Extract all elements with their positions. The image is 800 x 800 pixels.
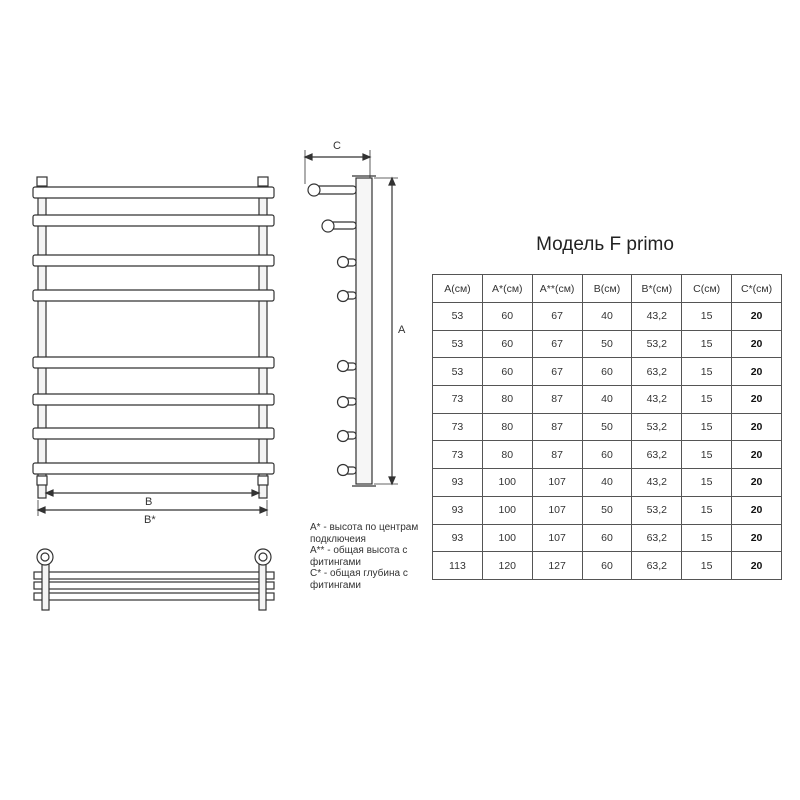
table-cell: 93 [433, 496, 483, 524]
table-cell: 40 [582, 386, 632, 414]
notes-block [310, 522, 430, 591]
table-cell: 67 [532, 330, 582, 358]
table-row [433, 469, 782, 497]
header-cell: A(см) [433, 275, 483, 303]
table-cell: 63,2 [632, 358, 682, 386]
table-cell: 73 [433, 413, 483, 441]
table-cell: 127 [532, 552, 582, 580]
header-cell: C*(см) [732, 275, 782, 303]
table-cell: 60 [582, 358, 632, 386]
table-cell: 20 [732, 358, 782, 386]
table-cell: 107 [532, 469, 582, 497]
table-cell: 20 [732, 469, 782, 497]
table-cell: 15 [682, 552, 732, 580]
table-cell: 53,2 [632, 496, 682, 524]
model-title: Модель F primo [536, 234, 674, 255]
dimension-c-label: C [333, 140, 341, 152]
table-cell: 53,2 [632, 330, 682, 358]
table-cell: 100 [482, 469, 532, 497]
table-row [433, 413, 782, 441]
table-cell: 50 [582, 330, 632, 358]
note-a-double-star: A** - общая высота с фитингами [310, 545, 408, 568]
table-cell: 15 [682, 386, 732, 414]
table-cell: 67 [532, 358, 582, 386]
table-cell: 80 [482, 386, 532, 414]
table-cell: 43,2 [632, 386, 682, 414]
table-row [433, 496, 782, 524]
table-cell: 60 [482, 358, 532, 386]
table-cell: 15 [682, 524, 732, 552]
table-cell: 20 [732, 496, 782, 524]
table-row [433, 441, 782, 469]
table-cell: 60 [482, 303, 532, 331]
dimension-b-star-label: B* [144, 514, 156, 526]
table-cell: 15 [682, 469, 732, 497]
table-cell: 63,2 [632, 441, 682, 469]
table-cell: 43,2 [632, 469, 682, 497]
table-cell: 93 [433, 469, 483, 497]
table-cell: 20 [732, 303, 782, 331]
table-cell: 100 [482, 496, 532, 524]
table-cell: 50 [582, 413, 632, 441]
table-row [433, 524, 782, 552]
table-cell: 20 [732, 386, 782, 414]
table-cell: 53,2 [632, 413, 682, 441]
table-cell: 107 [532, 524, 582, 552]
table-cell: 60 [582, 524, 632, 552]
table-cell: 40 [582, 469, 632, 497]
table-cell: 67 [532, 303, 582, 331]
table-cell: 20 [732, 330, 782, 358]
table-cell: 73 [433, 441, 483, 469]
table-cell: 53 [433, 303, 483, 331]
table-cell: 15 [682, 303, 732, 331]
table-cell: 87 [532, 386, 582, 414]
dimension-a-label: A [398, 324, 406, 336]
header-cell: B(см) [582, 275, 632, 303]
side-view-drawing [305, 150, 398, 486]
table-cell: 60 [582, 441, 632, 469]
table-cell: 20 [732, 552, 782, 580]
table-cell: 15 [682, 496, 732, 524]
header-cell: B*(см) [632, 275, 682, 303]
table-cell: 63,2 [632, 524, 682, 552]
table-cell: 120 [482, 552, 532, 580]
table-cell: 15 [682, 330, 732, 358]
dimensions-table [432, 274, 782, 580]
header-cell: A**(см) [532, 275, 582, 303]
table-cell: 80 [482, 413, 532, 441]
table-cell: 93 [433, 524, 483, 552]
table-cell: 60 [482, 330, 532, 358]
front-view-drawing [33, 177, 274, 516]
table-cell: 53 [433, 358, 483, 386]
top-view-drawing [34, 549, 274, 610]
table-cell: 15 [682, 413, 732, 441]
note-a-star: A* - высота по центрам подключеия [310, 522, 419, 545]
table-cell: 15 [682, 358, 732, 386]
table-cell: 53 [433, 330, 483, 358]
table-cell: 20 [732, 413, 782, 441]
table-row [433, 386, 782, 414]
table-cell: 100 [482, 524, 532, 552]
table-cell: 107 [532, 496, 582, 524]
table-row [433, 330, 782, 358]
table-row [433, 358, 782, 386]
table-cell: 80 [482, 441, 532, 469]
note-c-star: C* - общая глубина с фитингами [310, 568, 408, 591]
table-cell: 113 [433, 552, 483, 580]
table-cell: 50 [582, 496, 632, 524]
table-cell: 87 [532, 441, 582, 469]
table-cell: 20 [732, 441, 782, 469]
table-cell: 40 [582, 303, 632, 331]
table-row [433, 552, 782, 580]
table-cell: 43,2 [632, 303, 682, 331]
dimension-b-label: B [145, 496, 153, 508]
table-row [433, 303, 782, 331]
header-cell: A*(см) [482, 275, 532, 303]
table-cell: 73 [433, 386, 483, 414]
table-cell: 87 [532, 413, 582, 441]
table-cell: 15 [682, 441, 732, 469]
table-header-row [433, 275, 782, 303]
table-cell: 20 [732, 524, 782, 552]
table-cell: 60 [582, 552, 632, 580]
table-cell: 63,2 [632, 552, 682, 580]
header-cell: C(см) [682, 275, 732, 303]
